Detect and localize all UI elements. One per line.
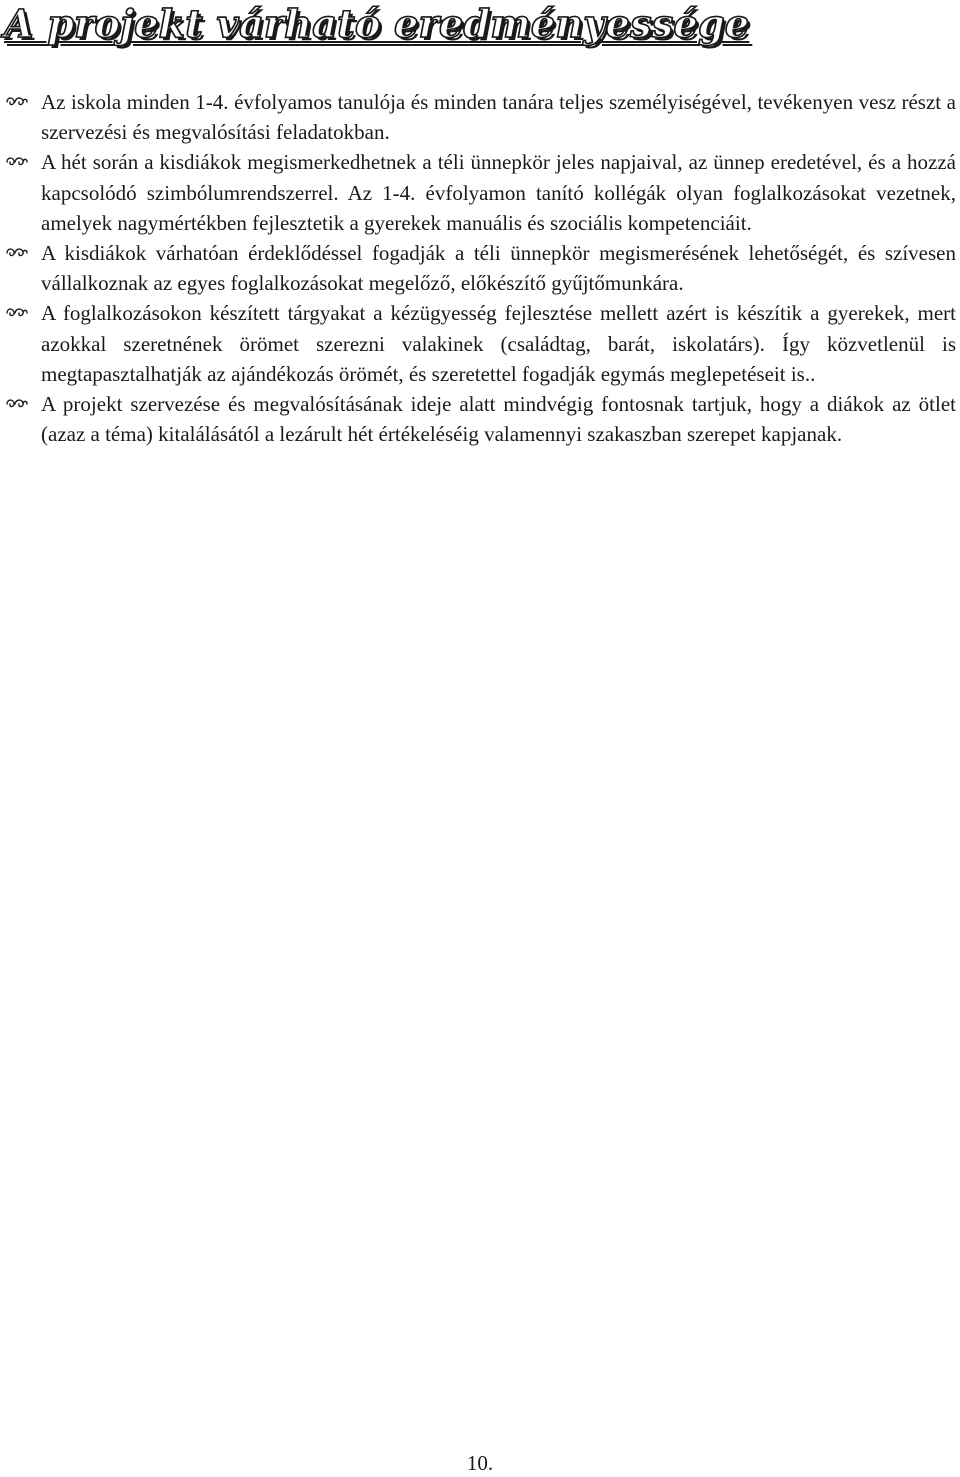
bullet-text: Az iskola minden 1-4. évfolyamos tanulója és minden tanára teljes személyiségével, tevékenyen vesz részt a szervezési és megvalósítási feladatokban. (41, 90, 956, 145)
bullet-text: A kisdiákok várhatóan érdeklődéssel fogadják a téli ünnepkör megismerésének lehetőségét, és szívesen vállalkoznak az egyes foglalkozásokat megelőző, előkészítő gyűjtőmunkára. (41, 241, 956, 296)
swirl-bullet-icon (6, 95, 28, 109)
list-item (0, 238, 960, 298)
swirl-bullet-icon (6, 306, 28, 320)
list-item (0, 298, 960, 389)
list-item (0, 147, 960, 238)
page-number: 10. (466, 1451, 494, 1475)
list-item (0, 389, 960, 449)
swirl-bullet-icon (6, 397, 28, 411)
page-title: A projekt várható eredményessége (4, 1, 750, 46)
bullet-text: A hét során a kisdiákok megismerkedhetnek a téli ünnepkör jeles napjaival, az ünnep eredetével, és a hozzá kapcsolódó szimbólumrendszerrel. Az 1-4. évfolyamon tanító kollégák olyan foglalkozásokat vezetnek, amelyek nagymértékben fejlesztetik a gyerekek manuális és szociális kompetenciáit. (41, 150, 956, 235)
swirl-bullet-icon (6, 246, 28, 260)
bullet-text: A foglalkozásokon készített tárgyakat a kézügyesség fejlesztése mellett azért is készítik a gyerekek, mert azokkal szeretnének örömet szerezni valakinek (családtag, barát, iskolatárs). Így közvetlenül is megtapasztalhatják az ajándékozás örömét, és szeretettel fogadják egymás meglepetéseit is.. (41, 301, 956, 386)
bullet-text: A projekt szervezése és megvalósításának ideje alatt mindvégig fontosnak tartjuk, hogy a diákok az ötlet (azaz a téma) kitalálásától a lezárult hét értékeléséig valamennyi szakaszban szerepet kapjanak. (41, 392, 956, 447)
list-item (0, 87, 960, 147)
bullet-list (0, 87, 960, 449)
swirl-bullet-icon (6, 155, 28, 169)
